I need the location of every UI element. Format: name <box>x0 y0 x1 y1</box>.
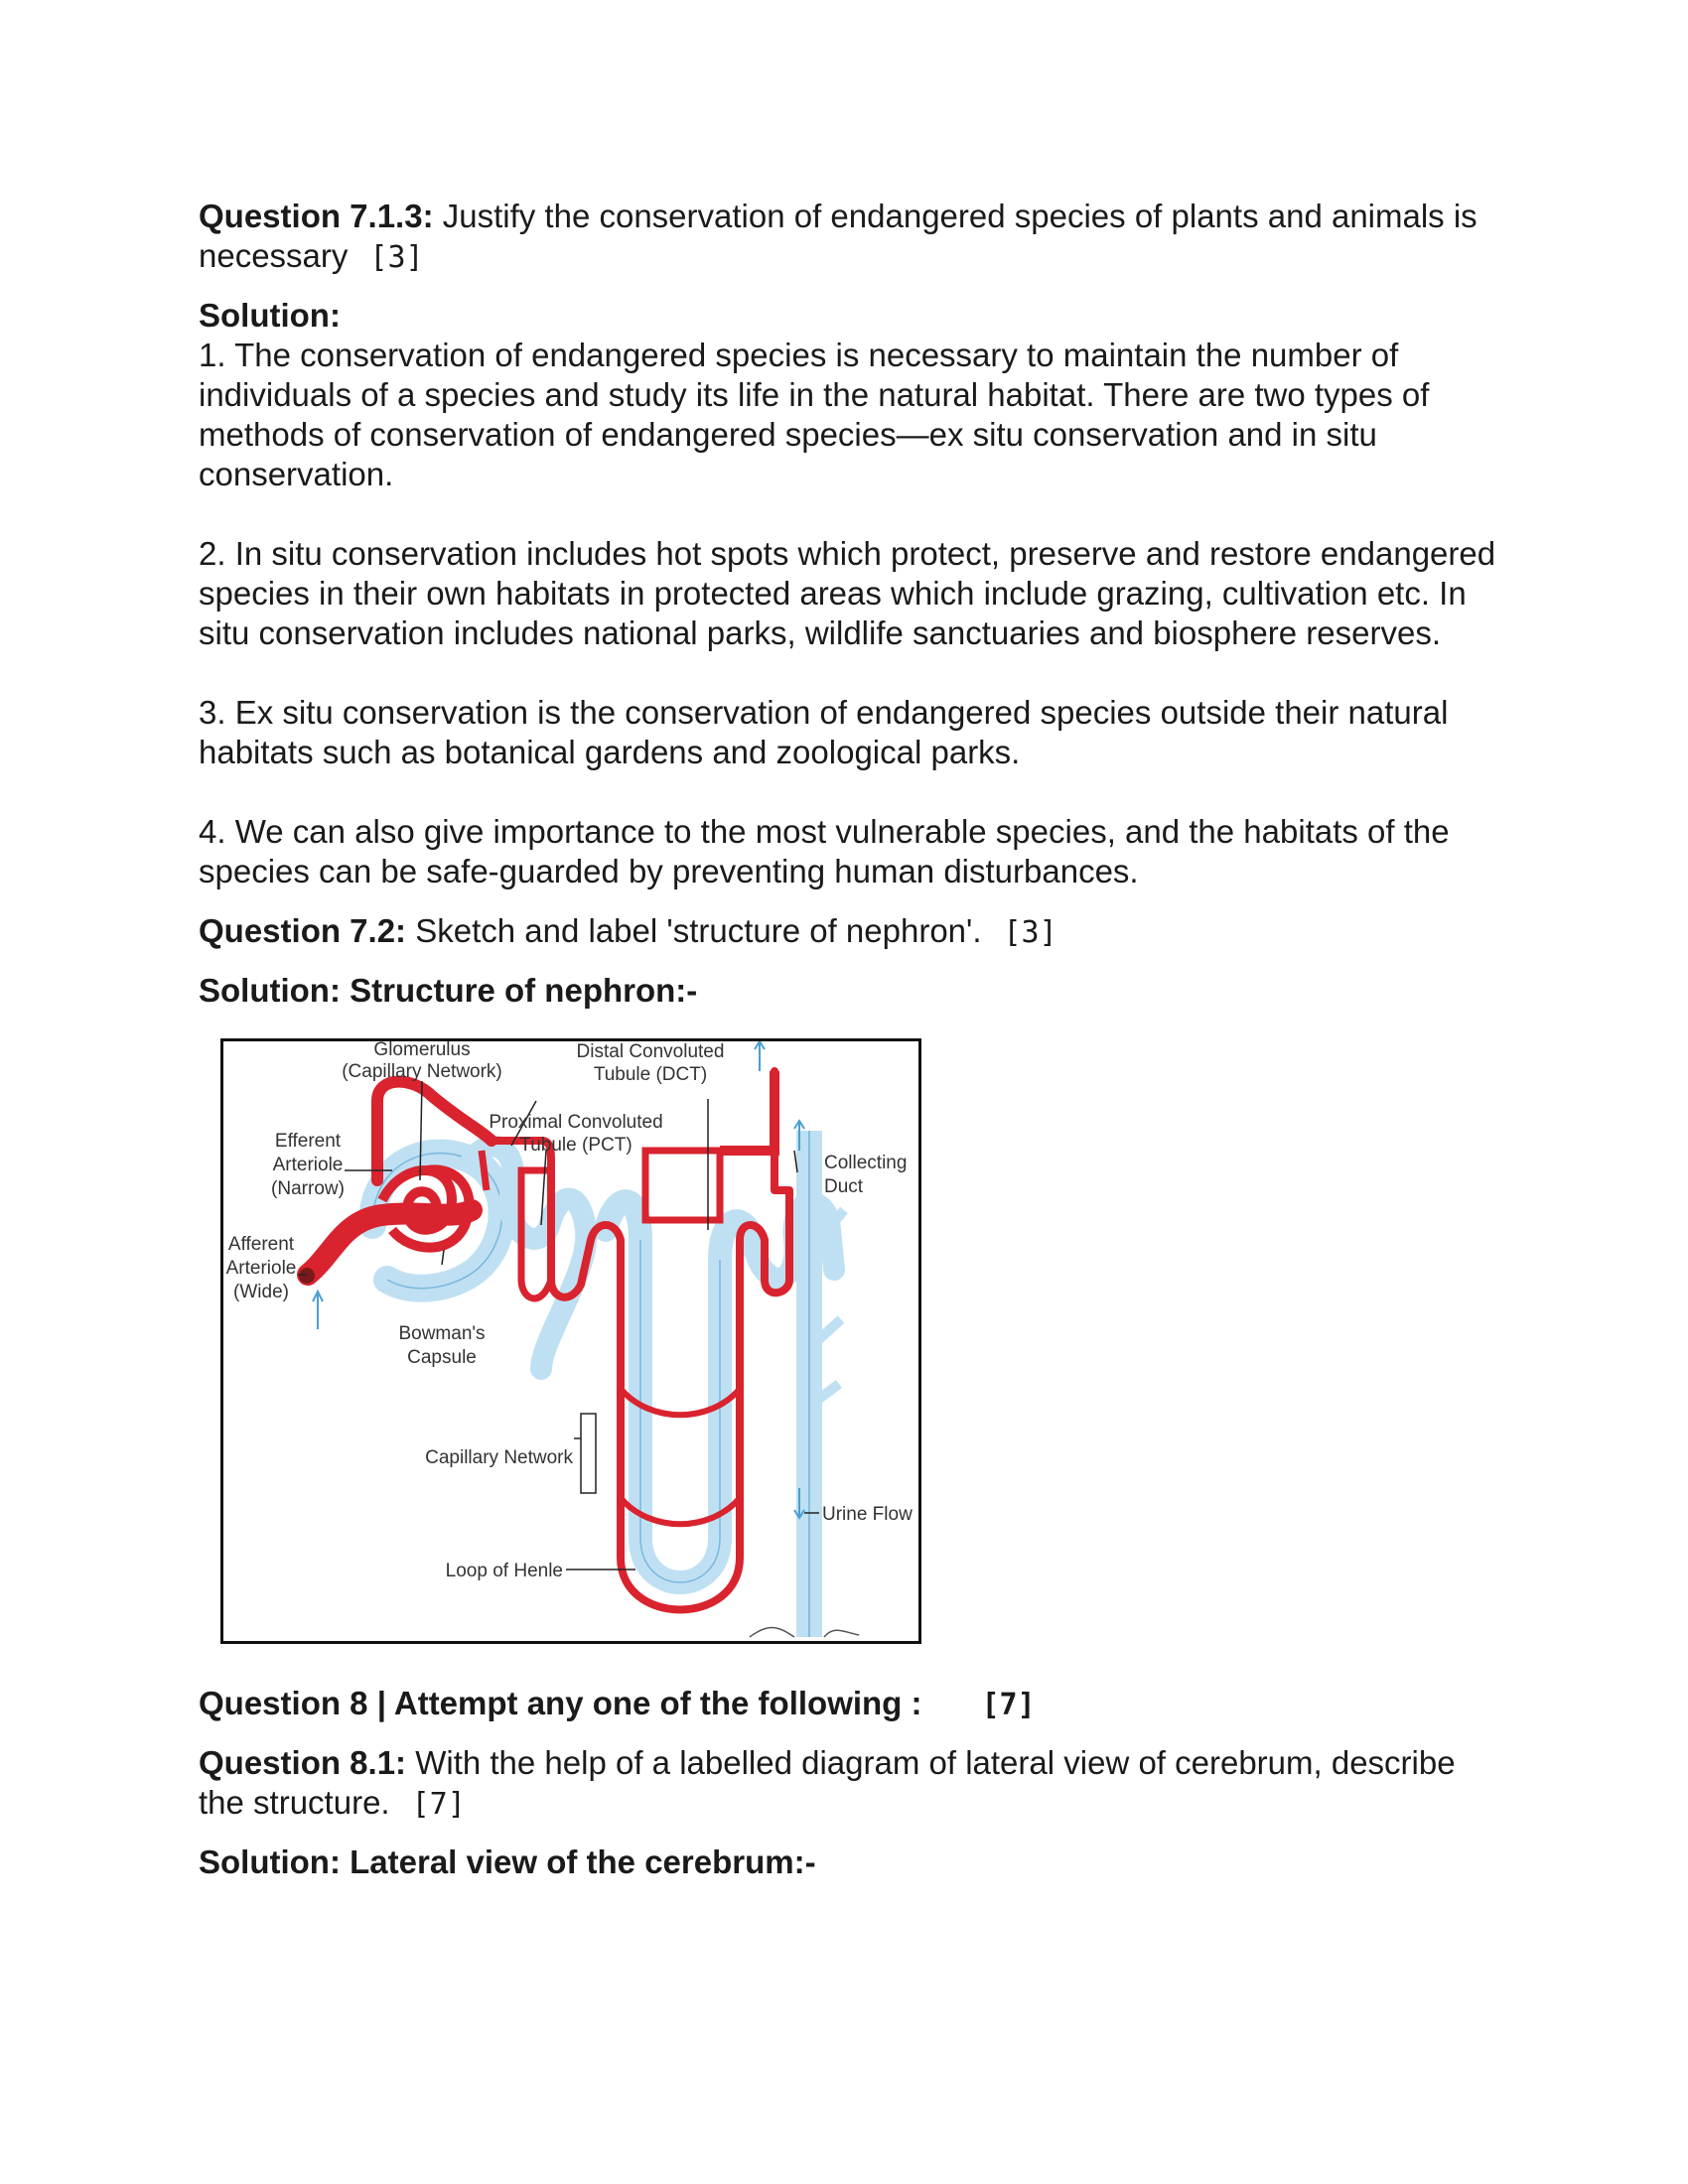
solution-point-1: 1. The conservation of endangered species is necessary to maintain the number of individuals of a species and study its life in the natural habitat. There are two types of methods of conservation of endangered species—ex situ conservation and in situ conservation. <box>199 337 1430 492</box>
label-efferent-sub: Arteriole <box>272 1155 344 1175</box>
label-capillary-network: Capillary Network <box>425 1447 573 1468</box>
solution-heading-nephron: Solution: Structure of nephron:- <box>199 972 698 1009</box>
label-pct-sub: Tubule (PCT) <box>519 1135 633 1156</box>
solution-point-2: 2. In situ conservation includes hot spots which protect, preserve and restore endangered species in their own habitats in protected areas which include grazing, cultivation etc. In situ conservation includes national parks, wildlife sanctuaries and biosphere reserves. <box>199 535 1496 651</box>
question-7-1-3 <box>199 197 1509 278</box>
marks-badge: [3] <box>1003 915 1057 950</box>
document-page <box>199 197 1509 1882</box>
label-afferent: Afferent <box>227 1234 295 1255</box>
label-efferent: Efferent <box>274 1131 342 1152</box>
label-afferent-sub2: (Wide) <box>233 1282 289 1302</box>
solution-label: Solution: <box>199 297 341 334</box>
nephron-diagram <box>220 1038 921 1644</box>
question-8 <box>199 1684 1509 1725</box>
label-collecting-sub: Duct <box>824 1176 864 1197</box>
solution-heading-cerebrum: Solution: Lateral view of the cerebrum:- <box>199 1843 816 1880</box>
question-label: Question 8.1: <box>199 1744 407 1781</box>
label-pct: Proximal Convoluted <box>489 1112 663 1133</box>
label-afferent-sub: Arteriole <box>225 1258 297 1279</box>
question-8-1 <box>199 1743 1509 1825</box>
question-label: Question 7.2: <box>199 912 407 949</box>
question-label: Question 7.1.3: <box>199 198 434 234</box>
label-bowman-sub: Capsule <box>407 1347 477 1368</box>
marks-badge: [7] <box>411 1787 466 1822</box>
label-glomerulus: Glomerulus <box>373 1041 471 1060</box>
marks-badge: [7] <box>981 1688 1036 1722</box>
label-glomerulus-sub: (Capillary Network) <box>342 1061 502 1082</box>
solution-point-4: 4. We can also give importance to the most vulnerable species, and the habitats of the species can be safe-guarded by preventing human disturbances. <box>199 813 1450 889</box>
question-text: With the help of a labelled diagram of lateral view of cerebrum, describe the structure. <box>199 1744 1456 1821</box>
label-urine-flow: Urine Flow <box>822 1504 913 1525</box>
question-8-text: Question 8 | Attempt any one of the following : <box>199 1685 922 1721</box>
label-dct: Distal Convoluted <box>576 1041 725 1062</box>
label-loop-of-henle: Loop of Henle <box>445 1561 563 1581</box>
label-dct-sub: Tubule (DCT) <box>593 1064 708 1085</box>
label-collecting: Collecting <box>824 1153 908 1173</box>
label-efferent-sub2: (Narrow) <box>271 1178 345 1199</box>
nephron-svg <box>223 1041 918 1641</box>
solution-point-3: 3. Ex situ conservation is the conservation of endangered species outside their natural habitats such as botanical gardens and zoological parks. <box>199 694 1449 770</box>
question-text: Justify the conservation of endangered species of plants and animals is necessary <box>199 198 1477 274</box>
label-bowman: Bowman's <box>398 1323 486 1344</box>
question-7-2 <box>199 911 1509 953</box>
question-text: Sketch and label 'structure of nephron'. <box>406 912 982 949</box>
marks-badge: [3] <box>369 240 424 275</box>
